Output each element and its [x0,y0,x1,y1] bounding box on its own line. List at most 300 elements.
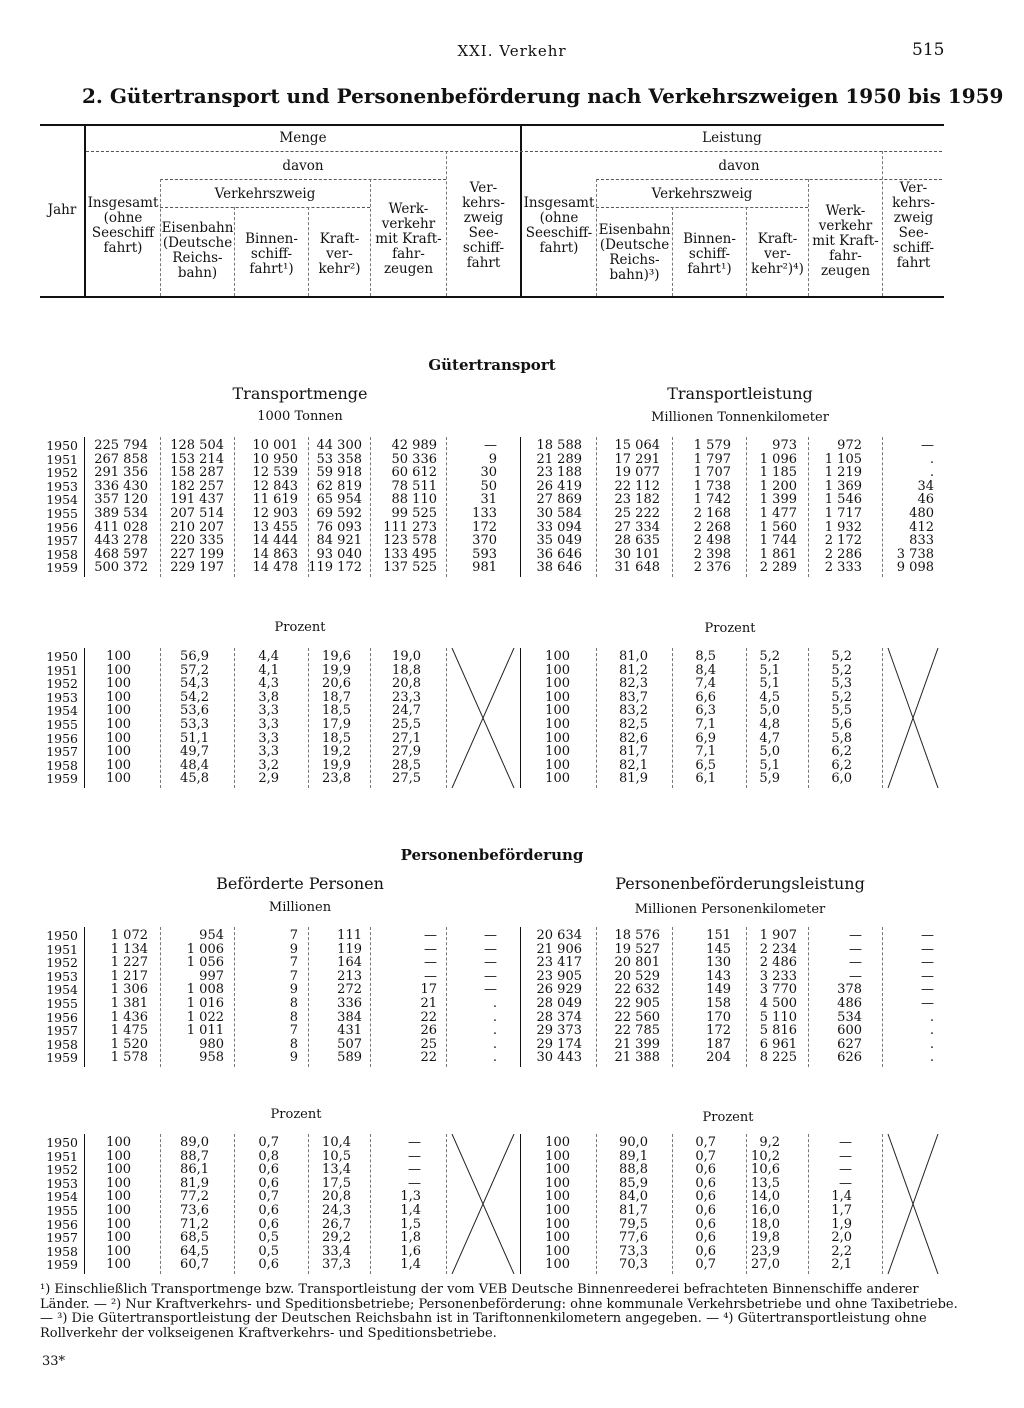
gueter-abs-cell: 119 172 [308,560,362,576]
personen-abs-cell: 20 529 [614,968,660,984]
gueter-abs-cell: 480 [909,506,934,521]
personen-abs-cell: — [424,955,437,971]
gueter-abs-cell: 981 [472,560,497,576]
personen-pct-cell: 0,5 [258,1230,279,1246]
personen-pct-cell: 84,0 [619,1189,648,1205]
personen-abs-year: 1951 [46,941,78,957]
gueter-abs-cell: 28 635 [614,533,660,549]
personen-pct-cell: — [408,1162,421,1178]
gueter-pct-cell: 100 [545,689,570,705]
personen-abs-cell: 378 [837,982,862,998]
personen-abs-cell: 172 [706,1023,731,1039]
section-title-personen: Personenbeförderung [400,846,584,864]
personen-abs-cell: 1 381 [110,996,148,1011]
gueter-abs-cell: 36 646 [536,546,582,562]
gueter-pct-cell: 20,6 [322,676,351,692]
gueter-pct-year: 1957 [46,744,78,760]
personen-abs-cell: 384 [337,1009,362,1025]
personen-pct-cell: 10,2 [751,1148,780,1164]
personen-pct-cell: 68,5 [180,1230,209,1246]
gueter-pct-year: 1954 [46,703,78,719]
personen-abs-cell: 9 [289,941,298,957]
gueter-abs-cell: 1 560 [759,519,797,535]
personen-pct-cell: 27,0 [751,1257,780,1273]
gueter-abs-cell: 9 098 [896,560,934,576]
gueter-abs-cell: 27 334 [614,519,660,535]
gueter-pct-cell: 6,6 [695,689,716,705]
personen-abs-cell: 25 [420,1036,437,1052]
header-l-eisenbahn: Eisenbahn (Deutsche Reichs- bahn)³) [598,222,671,283]
gueter-abs-cell: 1 579 [693,438,731,453]
gueter-abs-cell: 2 268 [693,519,731,535]
gueter-abs-cell: 15 064 [614,438,660,453]
gueter-abs-cell: 210 207 [170,519,224,535]
personen-pct-cell: — [408,1148,421,1164]
gueter-abs-cell: 357 120 [94,492,148,508]
personen-pct-cell: 100 [106,1243,131,1259]
personen-abs-cell: — [484,928,497,943]
personen-pct-cell: 100 [106,1135,131,1150]
header-verkehrszweig-leistung: Verkehrszweig [651,186,753,202]
personen-abs-cell: — [849,928,862,943]
footnote-text: ¹) Einschließlich Transportmenge bzw. Transportleistung der vom VEB Deutsche Binnenreederei befrachteten Binnenschiffe anderer Länder. — ²) Nur Kraftverkehrs- und Speditionsbetriebe; Personenbeförderung: ohne kommunale Verkehrsbetriebe und ohne Taxibetriebe. — ³) Die Gütertransportleistung der Deutschen Reichsbahn ist in Tariftonnenkilometern angegeben. — ⁴) Gütertransportleistung ohne Rollverkehr der volkseigenen Kraftverkehrs- und Speditionsbetriebe. [40,1282,958,1341]
gueter-pct-cell: 5,0 [759,744,780,760]
personen-pct-cell: 100 [106,1189,131,1205]
personen-abs-cell: 1 008 [186,982,224,998]
personen-abs-cell: — [424,941,437,957]
personen-pct-cell: 19,8 [751,1230,780,1246]
personen-abs-cell: . [492,1009,497,1025]
personen-pct-cell: 0,6 [695,1175,716,1191]
gueter-pct-cell: 17,9 [322,717,351,732]
gueter-pct-cell: 81,7 [619,744,648,760]
gueter-abs-year: 1951 [46,451,78,467]
personen-pct-cell: 0,6 [695,1203,716,1218]
personen-abs-cell: 1 907 [759,928,797,943]
gueter-pct-cell: 4,4 [258,649,279,664]
gueter-pct-cell: 3,3 [258,730,279,746]
gueter-prozent-right: Prozent [704,621,756,636]
gueter-pct-cell: 8,4 [695,662,716,678]
gueter-pct-cell: 19,6 [322,649,351,664]
gueter-pct-cell: 27,1 [392,730,421,746]
gueter-pct-cell: 4,5 [759,689,780,705]
gueter-pct-year: 1952 [46,676,78,692]
gueter-abs-cell: 17 291 [614,451,660,467]
gueter-pct-cell: 82,6 [619,730,648,746]
personen-abs-cell: 23 417 [536,955,582,971]
personen-pct-cell: 100 [545,1189,570,1205]
gueter-pct-cell: 100 [106,649,131,664]
header-verkehrszweig-menge: Verkehrszweig [214,186,316,202]
gueter-pct-cell: 6,0 [831,771,852,787]
gueter-abs-cell: 468 597 [94,546,148,562]
gueter-abs-cell: 69 592 [316,506,362,521]
personen-pct-year: 1958 [46,1243,78,1259]
gueter-abs-cell: 973 [772,438,797,453]
personen-abs-cell: — [921,996,934,1011]
gueter-abs-cell: 1 797 [693,451,731,467]
gueter-pct-cell: 48,4 [180,757,209,773]
gueter-pct-cell: 100 [106,757,131,773]
gueter-pct-cell: 100 [106,689,131,705]
gueter-pct-cell: 83,7 [619,689,648,705]
personen-abs-cell: 1 134 [110,941,148,957]
personen-abs-cell: . [492,996,497,1011]
header-m-kraft: Kraft- ver- kehr²) [318,231,361,277]
gueter-pct-cell: 5,2 [831,649,852,664]
header-l-insgesamt: Insgesamt (ohne Seeschiff- fahrt) [523,195,595,256]
personen-abs-cell: 5 110 [759,1009,797,1025]
personen-pct-year: 1950 [46,1135,78,1150]
personen-pct-cell: 88,8 [619,1162,648,1178]
personen-abs-cell: 21 388 [614,1050,660,1066]
gueter-pct-cell: 6,9 [695,730,716,746]
gueter-abs-year: 1955 [46,506,78,521]
gueter-abs-cell: 76 093 [316,519,362,535]
gueter-abs-cell: 19 077 [614,465,660,481]
personen-pct-cell: 77,6 [619,1230,648,1246]
gueter-pct-cell: 6,5 [695,757,716,773]
personen-abs-cell: 22 [420,1009,437,1025]
gueter-pct-column-rule [446,648,447,788]
personen-abs-cell: 2 486 [759,955,797,971]
personen-pct-cell: 1,8 [400,1230,421,1246]
gueter-pct-cell: 3,2 [258,757,279,773]
personen-pct-cell: 64,5 [180,1243,209,1259]
gueter-pct-cell: 23,8 [322,771,351,787]
gueter-abs-cell: 3 738 [896,546,934,562]
personen-abs-year: 1956 [46,1009,78,1025]
gueter-pct-cell: 6,1 [695,771,716,787]
gueter-pct-year: 1959 [46,771,78,787]
gueter-pct-cell: 100 [545,649,570,664]
gueter-pct-cell: 100 [106,744,131,760]
personen-pct-cell: 0,7 [258,1135,279,1150]
personen-abs-cell: — [921,928,934,943]
personen-abs-cell: 1 306 [110,982,148,998]
personen-abs-cell: 2 234 [759,941,797,957]
personen-pct-cell: 100 [545,1135,570,1150]
header-jahr: Jahr [47,202,77,218]
gueter-pct-not-applicable-cross [884,648,942,788]
personen-pct-year: 1956 [46,1216,78,1232]
gueter-pct-cell: 5,6 [831,717,852,732]
gueter-abs-cell: 65 954 [316,492,362,508]
gueter-pct-cell: 82,3 [619,676,648,692]
gueter-pct-cell: 7,4 [695,676,716,692]
personen-abs-cell: 23 905 [536,968,582,984]
personen-abs-cell: 589 [337,1050,362,1066]
personen-abs-cell: . [929,1050,934,1066]
personen-pct-cell: 77,2 [180,1189,209,1205]
gueter-abs-cell: 1 738 [693,478,731,494]
personen-abs-cell: 534 [837,1009,862,1025]
gueter-pct-not-applicable-cross [448,648,518,788]
personen-abs-year: 1953 [46,968,78,984]
personen-abs-year: 1950 [46,928,78,943]
gueter-pct-cell: 100 [106,676,131,692]
gueter-abs-cell: 443 278 [94,533,148,549]
personen-abs-cell: . [929,1023,934,1039]
personen-abs-cell: 119 [337,941,362,957]
gueter-abs-cell: 30 101 [614,546,660,562]
gueter-abs-cell: 13 455 [252,519,298,535]
gueter-abs-year: 1958 [46,546,78,562]
personen-pct-cell: 88,7 [180,1148,209,1164]
personen-abs-cell: 7 [289,955,298,971]
gueter-abs-cell: 593 [472,546,497,562]
gueter-pct-cell: 53,6 [180,703,209,719]
personen-pct-cell: 70,3 [619,1257,648,1273]
personen-pct-cell: 1,5 [400,1216,421,1232]
personen-pct-cell: — [839,1148,852,1164]
gueter-pct-cell: 4,3 [258,676,279,692]
personen-prozent-left: Prozent [270,1107,322,1122]
personen-pct-cell: 0,6 [258,1175,279,1191]
personen-pct-cell: 0,6 [695,1162,716,1178]
gueter-abs-cell: 2 398 [693,546,731,562]
personen-pct-cell: 29,2 [322,1230,351,1246]
gueter-pct-cell: 18,7 [322,689,351,705]
personen-abs-cell: 8 [289,996,298,1011]
personen-abs-cell: 170 [706,1009,731,1025]
personen-abs-cell: 21 906 [536,941,582,957]
personen-abs-cell: 600 [837,1023,862,1039]
gueter-abs-cell: 123 578 [383,533,437,549]
personen-pct-year: 1954 [46,1189,78,1205]
personen-abs-cell: . [492,1050,497,1066]
gueter-pct-cell: 100 [106,771,131,787]
gueter-abs-cell: 389 534 [94,506,148,521]
gueter-abs-cell: 225 794 [94,438,148,453]
personen-pct-cell: 73,3 [619,1243,648,1259]
gueter-pct-cell: 24,7 [392,703,421,719]
gueter-abs-cell: 25 222 [614,506,660,521]
gueter-abs-cell: 291 356 [94,465,148,481]
gueter-abs-cell: 30 584 [536,506,582,521]
personen-abs-cell: . [929,1009,934,1025]
personen-pct-cell: 0,6 [258,1257,279,1273]
gueter-abs-cell: 62 819 [316,478,362,494]
gueter-pct-cell: 18,5 [322,730,351,746]
gueter-abs-cell: 23 188 [536,465,582,481]
personen-pct-cell: 33,4 [322,1243,351,1259]
personen-pct-cell: 100 [545,1162,570,1178]
personen-abs-cell: 26 [420,1023,437,1039]
personen-abs-cell: 21 399 [614,1036,660,1052]
footnotes [40,1283,970,1341]
gueter-abs-cell: 133 [472,506,497,521]
personen-pct-cell: 13,4 [322,1162,351,1178]
personen-abs-cell: 30 443 [536,1050,582,1066]
gueter-abs-cell: 1 861 [759,546,797,562]
personen-abs-cell: — [424,968,437,984]
gueter-abs-cell: 14 444 [252,533,298,549]
gueter-abs-cell: 158 287 [170,465,224,481]
gueter-pct-cell: 100 [545,757,570,773]
personen-pct-cell: 81,9 [180,1175,209,1191]
personen-pct-cell: 16,0 [751,1203,780,1218]
personen-abs-cell: 4 500 [759,996,797,1011]
gueter-pct-column-rule [882,648,883,788]
personen-pct-cell: 0,6 [258,1216,279,1232]
personen-abs-cell: 20 801 [614,955,660,971]
gueter-abs-cell: 78 511 [391,478,437,494]
page-number: 515 [912,40,945,60]
personen-pct-cell: 20,8 [322,1189,351,1205]
personen-pct-cell: 0,6 [695,1230,716,1246]
section-title-gueter: Gütertransport [428,356,556,374]
gueter-abs-cell: 412 [909,519,934,535]
personen-pct-cell: 0,7 [258,1189,279,1205]
personen-pct-cell: — [408,1135,421,1150]
gueter-pct-cell: 4,1 [258,662,279,678]
gueter-abs-cell: 1 477 [759,506,797,521]
gueter-abs-cell: 53 358 [316,451,362,467]
gueter-abs-cell: 1 185 [759,465,797,481]
gueter-abs-cell: 84 921 [316,533,362,549]
personen-abs-year: 1952 [46,955,78,971]
gueter-pct-cell: 19,9 [322,757,351,773]
personen-pct-cell: 0,8 [258,1148,279,1164]
gueter-pct-cell: 3,8 [258,689,279,705]
gueter-abs-cell: 229 197 [170,560,224,576]
personen-pct-cell: 1,4 [400,1203,421,1218]
gueter-abs-cell: 26 419 [536,478,582,494]
gueter-abs-cell: 191 437 [170,492,224,508]
gueter-pct-cell: 6,2 [831,757,852,773]
personen-pct-cell: 1,9 [831,1216,852,1232]
gueter-abs-cell: 2 289 [759,560,797,576]
personen-pct-cell: 24,3 [322,1203,351,1218]
personen-pct-cell: 0,6 [258,1203,279,1218]
gueter-abs-cell: 1 707 [693,465,731,481]
personen-abs-cell: 28 374 [536,1009,582,1025]
personen-pct-cell: 1,3 [400,1189,421,1205]
personen-pct-cell: 17,5 [322,1175,351,1191]
personen-pct-cell: 0,5 [258,1243,279,1259]
gueter-pct-cell: 51,1 [180,730,209,746]
gueter-pct-year: 1955 [46,717,78,732]
personen-prozent-right: Prozent [702,1110,754,1125]
personen-pct-year: 1951 [46,1148,78,1164]
personen-pct-cell: 79,5 [619,1216,648,1232]
gueter-pct-cell: 19,0 [392,649,421,664]
gueter-abs-cell: 38 646 [536,560,582,576]
gueter-abs-cell: 111 273 [383,519,437,535]
personen-abs-cell: 164 [337,955,362,971]
personen-abs-cell: — [484,941,497,957]
personen-abs-cell: — [484,955,497,971]
gueter-abs-cell: 12 539 [252,465,298,481]
gueter-abs-cell: . [929,465,934,481]
header-m-insgesamt: Insgesamt (ohne Seeschiff fahrt) [87,195,159,256]
gueter-abs-cell: 1 742 [693,492,731,508]
personen-abs-cell: — [484,982,497,998]
personen-pct-cell: 90,0 [619,1135,648,1150]
gueter-abs-cell: 2 498 [693,533,731,549]
gueter-abs-cell: 1 219 [824,465,862,481]
personen-pct-cell: 10,5 [322,1148,351,1164]
personen-pct-cell: 100 [545,1243,570,1259]
personen-pct-cell: 0,6 [695,1189,716,1205]
gueter-abs-cell: 2 376 [693,560,731,576]
gueter-abs-cell: 2 172 [824,533,862,549]
gueter-pct-cell: 8,5 [695,649,716,664]
gueter-pct-cell: 5,3 [831,676,852,692]
gueter-abs-cell: 10 950 [252,451,298,467]
gueter-abs-cell: 33 094 [536,519,582,535]
gueter-abs-cell: 172 [472,519,497,535]
personen-abs-year: 1957 [46,1023,78,1039]
gueter-pct-cell: 82,1 [619,757,648,773]
header-l-binnen: Binnen- schiff- fahrt¹) [683,231,736,277]
gueter-pct-cell: 81,9 [619,771,648,787]
personen-abs-cell: 22 785 [614,1023,660,1039]
header-l-werk: Werk- verkehr mit Kraft- fahr- zeugen [812,203,879,279]
personen-pct-cell: 1,4 [831,1189,852,1205]
gueter-pct-cell: 20,8 [392,676,421,692]
personen-abs-cell: 204 [706,1050,731,1066]
personen-abs-cell: 1 016 [186,996,224,1011]
gueter-abs-cell: 1 369 [824,478,862,494]
personen-abs-cell: 213 [337,968,362,984]
gueter-abs-cell: 1 546 [824,492,862,508]
gueter-abs-cell: 2 286 [824,546,862,562]
personen-pct-year: 1952 [46,1162,78,1178]
gueter-abs-cell: — [921,438,934,453]
gueter-pct-cell: 81,2 [619,662,648,678]
gueter-pct-cell: 23,3 [392,689,421,705]
gueter-pct-cell: 5,5 [831,703,852,719]
gueter-pct-cell: 25,5 [392,717,421,732]
gueter-abs-cell: 9 [488,451,497,467]
personen-pct-cell: — [839,1162,852,1178]
personen-pct-cell: 71,2 [180,1216,209,1232]
personen-pct-cell: 37,3 [322,1257,351,1273]
personen-pct-cell: 100 [545,1148,570,1164]
gueter-pct-year: 1956 [46,730,78,746]
gueter-pct-cell: 56,9 [180,649,209,664]
personen-abs-cell: 3 770 [759,982,797,998]
personen-pct-cell: 60,7 [180,1257,209,1273]
gueter-pct-cell: 7,1 [695,717,716,732]
gueter-abs-year: 1953 [46,478,78,494]
personen-abs-cell: 336 [337,996,362,1011]
gueter-left-unit: 1000 Tonnen [257,409,343,424]
personen-abs-cell: 1 475 [110,1023,148,1039]
gueter-abs-cell: 60 612 [391,465,437,481]
gueter-pct-cell: 100 [106,662,131,678]
personen-abs-cell: 151 [706,928,731,943]
personen-abs-cell: 8 [289,1036,298,1052]
personen-abs-cell: — [424,928,437,943]
personen-pct-year: 1953 [46,1175,78,1191]
gueter-pct-cell: 45,8 [180,771,209,787]
gueter-abs-cell: 2 168 [693,506,731,521]
personen-right-unit: Millionen Personenkilometer [634,902,826,917]
gueter-pct-year: 1953 [46,689,78,705]
gueter-pct-cell: 5,8 [831,730,852,746]
gueter-pct-cell: 5,2 [759,649,780,664]
gueter-abs-cell: 336 430 [94,478,148,494]
gueter-pct-cell: 6,2 [831,744,852,760]
gueter-pct-cell: 100 [545,717,570,732]
gueter-abs-cell: 99 525 [391,506,437,521]
gueter-pct-cell: 83,2 [619,703,648,719]
header-davon-menge: davon [282,158,324,174]
